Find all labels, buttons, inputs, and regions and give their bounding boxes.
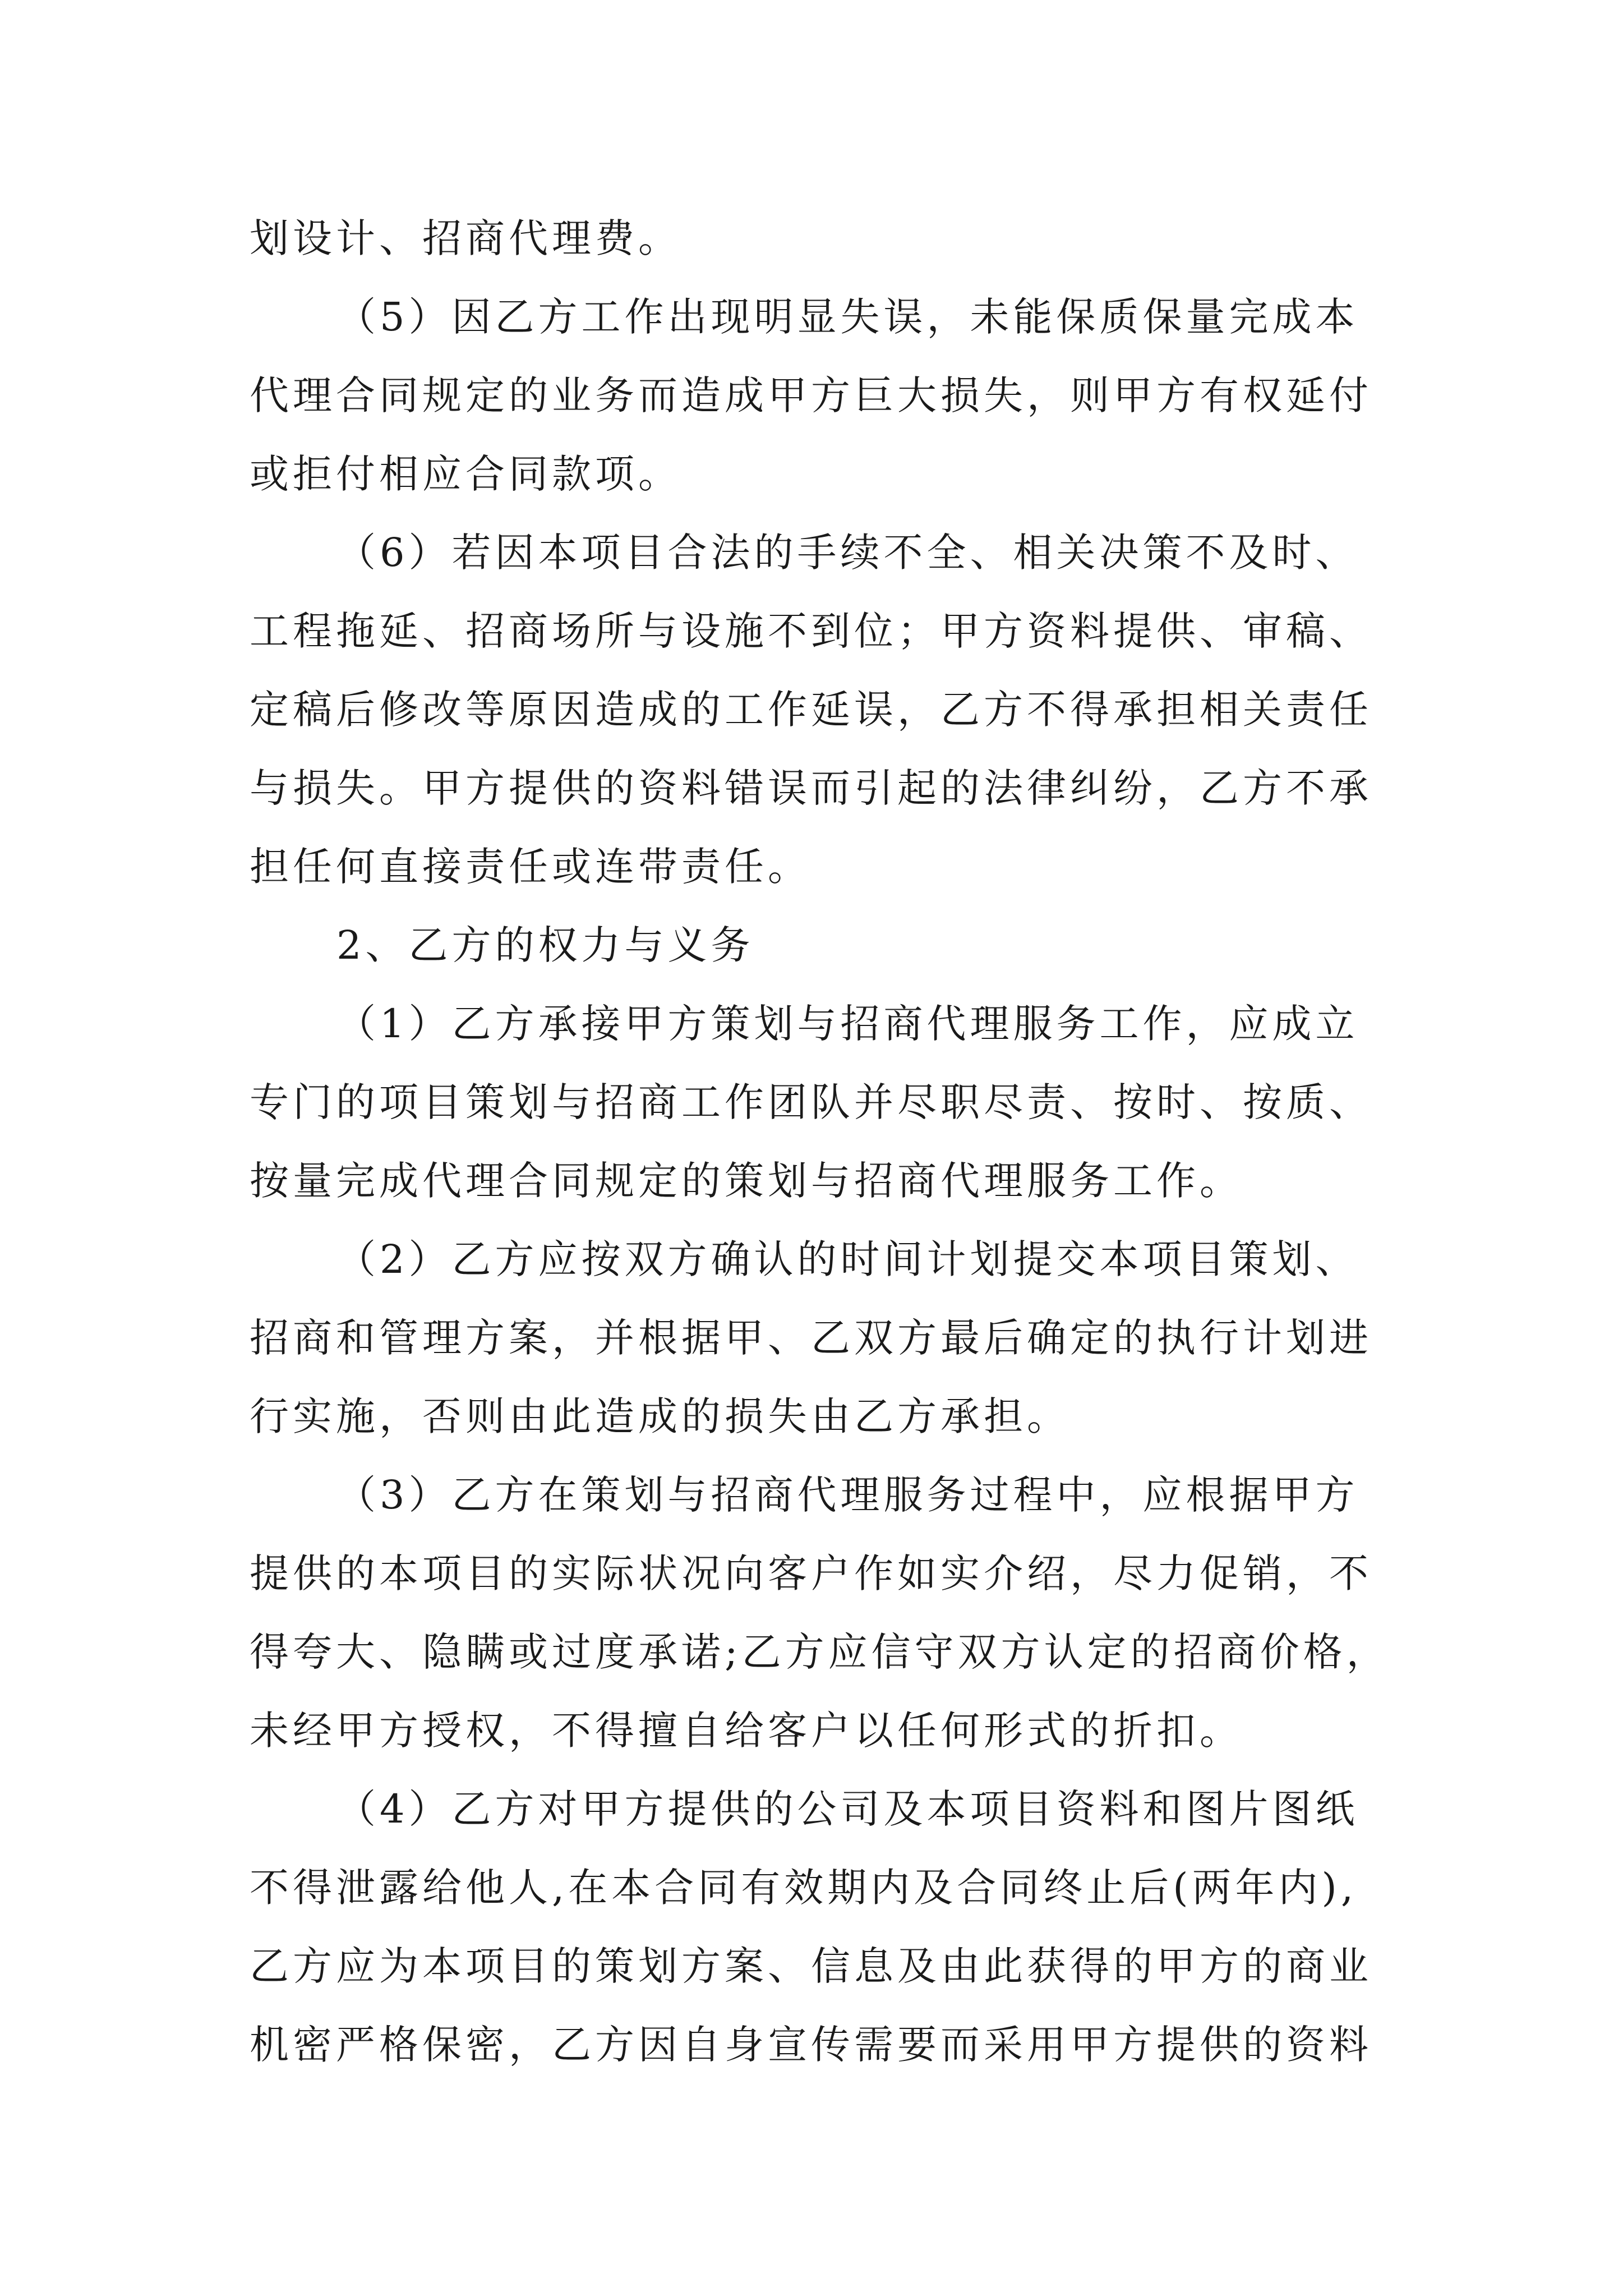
text-line: （1）乙方承接甲方策划与招商代理服务工作，应成立 xyxy=(336,1001,1359,1047)
text-line: （5）因乙方工作出现明显失误，未能保质保量完成本 xyxy=(336,294,1359,340)
text-line: 与损失。甲方提供的资料错误而引起的法律纠纷，乙方不承 xyxy=(250,765,1372,811)
text-line: （2）乙方应按双方确认的时间计划提交本项目策划、 xyxy=(336,1236,1359,1282)
section-heading: 2、乙方的权力与义务 xyxy=(336,922,754,968)
text-line: 行实施，否则由此造成的损失由乙方承担。 xyxy=(250,1393,1070,1439)
text-line: 担任何直接责任或连带责任。 xyxy=(250,844,811,890)
text-line: 得夸大、隐瞒或过度承诺;乙方应信守双方认定的招商价格， xyxy=(250,1629,1390,1675)
text-line: 专门的项目策划与招商工作团队并尽职尽责、按时、按质、 xyxy=(250,1079,1372,1125)
text-line: 按量完成代理合同规定的策划与招商代理服务工作。 xyxy=(250,1158,1243,1204)
text-line: （6）若因本项目合法的手续不全、相关决策不及时、 xyxy=(336,530,1359,576)
text-line: 划设计、招商代理费。 xyxy=(250,215,681,261)
text-line: 或拒付相应合同款项。 xyxy=(250,451,681,497)
text-line: 未经甲方授权，不得擅自给客户以任何形式的折扣。 xyxy=(250,1708,1243,1754)
text-line: 代理合同规定的业务而造成甲方巨大损失，则甲方有权延付 xyxy=(250,372,1372,418)
text-line: 乙方应为本项目的策划方案、信息及由此获得的甲方的商业 xyxy=(250,1943,1372,1989)
text-line: 机密严格保密，乙方因自身宣传需要而采用甲方提供的资料 xyxy=(250,2022,1372,2068)
text-line: （4）乙方对甲方提供的公司及本项目资料和图片图纸 xyxy=(336,1786,1359,1832)
text-line: 工程拖延、招商场所与设施不到位；甲方资料提供、审稿、 xyxy=(250,608,1372,654)
text-line: 提供的本项目的实际状况向客户作如实介绍，尽力促销，不 xyxy=(250,1550,1372,1596)
text-line: （3）乙方在策划与招商代理服务过程中，应根据甲方 xyxy=(336,1472,1359,1518)
text-line: 招商和管理方案，并根据甲、乙双方最后确定的执行计划进 xyxy=(250,1315,1372,1361)
text-line: 不得泄露给他人,在本合同有效期内及合同终止后(两年内), xyxy=(250,1865,1358,1911)
text-line: 定稿后修改等原因造成的工作延误，乙方不得承担相关责任 xyxy=(250,687,1372,733)
